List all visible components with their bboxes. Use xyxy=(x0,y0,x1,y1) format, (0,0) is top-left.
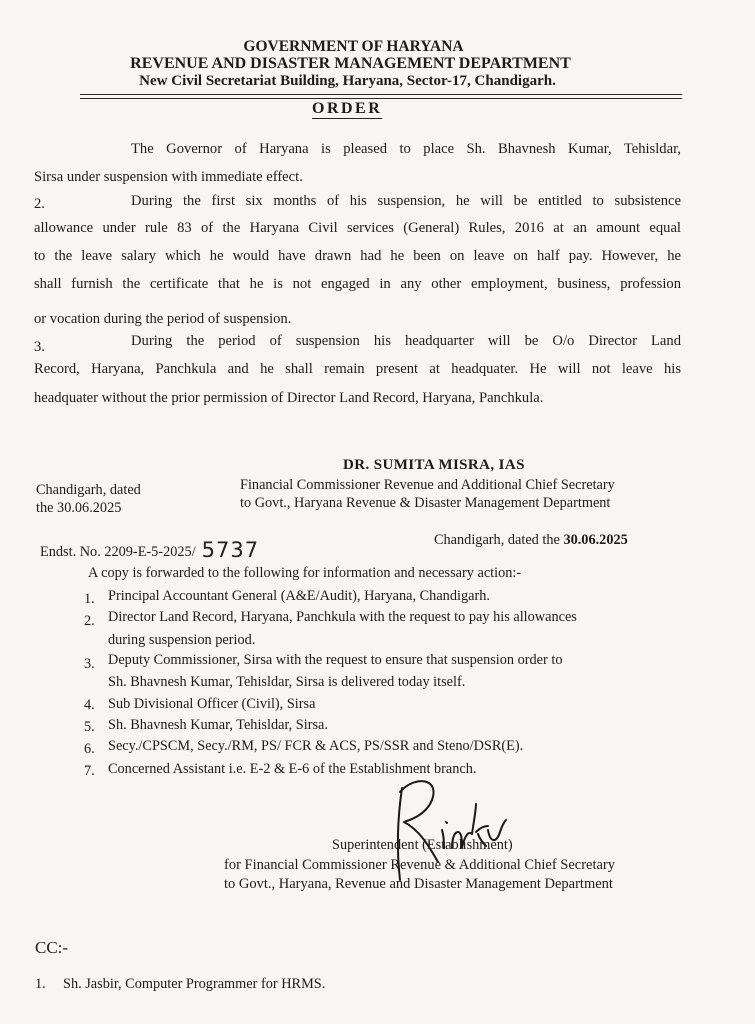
para1-line: Sirsa under suspension with immediate effect. xyxy=(34,169,303,185)
header-department: REVENUE AND DISASTER MANAGEMENT DEPARTMENT xyxy=(130,55,571,72)
header-government: GOVERNMENT OF HARYANA xyxy=(243,38,464,55)
list-item-continued: Sh. Bhavnesh Kumar, Tehisldar, Sirsa is delivered today itself. xyxy=(108,674,466,690)
para1-line: The Governor of Haryana is pleased to place Sh. Bhavnesh Kumar, Tehisldar, xyxy=(131,141,681,157)
endorsement-number-text: Endst. No. 2209-E-5-2025/ xyxy=(40,544,196,560)
para3-line: Record, Haryana, Panchkula and he shall remain present at headquater. He will not leave his xyxy=(34,361,681,377)
list-item: Concerned Assistant i.e. E-2 & E-6 of the Establishment branch. xyxy=(108,761,477,777)
endorsement-date-value: 30.06.2025 xyxy=(563,532,628,548)
para3-line: During the period of suspension his headquarter will be O/o Director Land xyxy=(131,333,681,349)
cc-label: CC:- xyxy=(35,938,69,957)
superintendent-designation: Superintendent (Establishment) xyxy=(332,837,513,853)
endorsement-date xyxy=(434,532,628,549)
list-item-number: 5. xyxy=(84,719,95,735)
list-item: Secy./CPSCM, Secy./RM, PS/ FCR & ACS, PS/SSR and Steno/DSR(E). xyxy=(108,738,524,754)
cc-item-text: Sh. Jasbir, Computer Programmer for HRMS. xyxy=(63,976,326,992)
list-item-number: 4. xyxy=(84,697,95,713)
para2-line: or vocation during the period of suspension. xyxy=(34,311,292,327)
endorsement-date-prefix: Chandigarh, dated the xyxy=(434,532,564,548)
forward-text: A copy is forwarded to the following for information and necessary action:- xyxy=(88,565,522,581)
cc-item-number: 1. xyxy=(35,976,46,992)
header-address: New Civil Secretariat Building, Haryana, Sector-17, Chandigarh. xyxy=(139,73,556,89)
list-item-number: 7. xyxy=(84,763,95,779)
para3-line: headquater without the prior permission of Director Land Record, Haryana, Panchkula. xyxy=(34,390,544,406)
superintendent-department-line: to Govt., Haryana, Revenue and Disaster Management Department xyxy=(224,876,613,892)
list-item-number: 1. xyxy=(84,591,95,607)
list-item: Principal Accountant General (A&E/Audit), Haryana, Chandigarh. xyxy=(108,588,490,604)
order-date: the 30.06.2025 xyxy=(36,500,122,516)
para2-line: During the first six months of his suspension, he will be entitled to subsistence xyxy=(131,193,681,209)
header-rule-top xyxy=(80,94,682,95)
list-item: Sub Divisional Officer (Civil), Sirsa xyxy=(108,696,316,712)
superintendent-for-line: for Financial Commissioner Revenue & Additional Chief Secretary xyxy=(224,857,616,873)
para2-line: allowance under rule 83 of the Haryana Civil services (General) Rules, 2016 at an amount equal xyxy=(34,220,681,236)
para2-line: to the leave salary which he would have drawn had he been on leave on half pay. However, he xyxy=(34,248,681,264)
list-item-number: 6. xyxy=(84,741,95,757)
list-item-continued: during suspension period. xyxy=(108,632,256,648)
endorsement-handwritten-number: 5737 xyxy=(201,538,260,562)
header-rule-bottom xyxy=(80,98,682,99)
list-item-number: 2. xyxy=(84,613,95,629)
para2-line: shall furnish the certificate that he is not engaged in any other employment, business, profession xyxy=(34,276,681,292)
order-place-date: Chandigarh, dated xyxy=(36,482,141,498)
cc-list-item xyxy=(35,976,325,993)
signatory-title: Financial Commissioner Revenue and Additional Chief Secretary xyxy=(240,477,615,493)
list-item: Director Land Record, Haryana, Panchkula with the request to pay his allowances xyxy=(108,609,577,625)
list-item: Sh. Bhavnesh Kumar, Tehisldar, Sirsa. xyxy=(108,717,328,733)
signatory-name: DR. SUMITA MISRA, IAS xyxy=(343,457,525,473)
signatory-title: to Govt., Haryana Revenue & Disaster Management Department xyxy=(240,495,611,511)
para2-number: 2. xyxy=(34,196,45,212)
list-item-number: 3. xyxy=(84,656,95,672)
list-item: Deputy Commissioner, Sirsa with the request to ensure that suspension order to xyxy=(108,652,563,668)
order-title: ORDER xyxy=(312,100,383,117)
para3-number: 3. xyxy=(34,339,45,355)
endorsement-number xyxy=(40,537,259,561)
